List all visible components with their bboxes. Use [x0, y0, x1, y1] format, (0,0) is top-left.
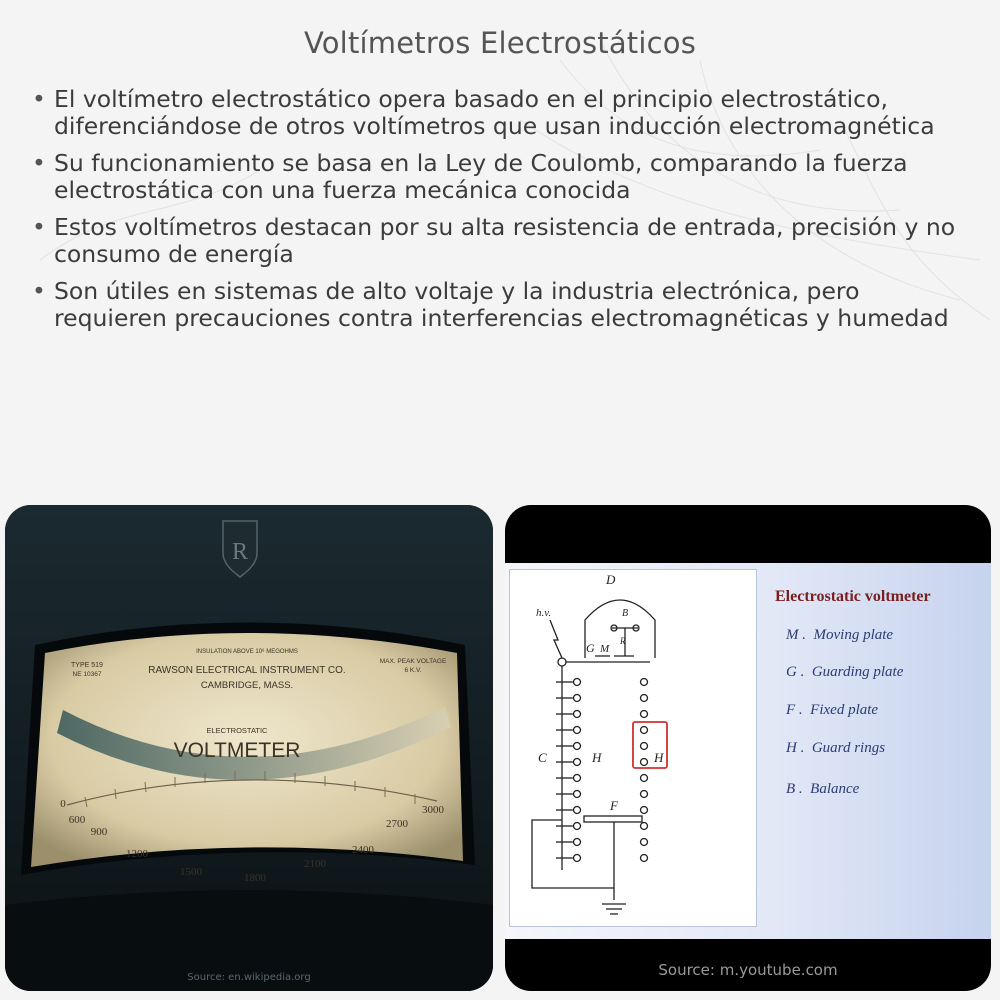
scale-label: 2700: [386, 818, 408, 830]
voltmeter-photo: [5, 505, 493, 991]
scale-label: 2400: [352, 844, 374, 856]
diagram-label-h-right: H: [654, 750, 664, 765]
bullet-item: • Son útiles en sistemas de alto voltaje y la industria electrónica, pero requieren precauciones contra interferencias electromagnéticas y humedad: [30, 278, 960, 332]
meter-maker: RAWSON ELECTRICAL INSTRUMENT CO.: [148, 665, 346, 676]
slide-title: Electrostatic voltmeter: [775, 588, 931, 605]
meter-max-peak-value: 6 K.V.: [404, 667, 422, 674]
scale-label: 1500: [180, 866, 202, 878]
meter-serial: NE 10367: [72, 671, 102, 678]
image-source-right: Source: m.youtube.com: [658, 961, 838, 979]
image-source-left: Source: en.wikipedia.org: [187, 972, 311, 983]
diagram-label-m: M: [600, 643, 610, 655]
diagram-label-f: F: [610, 798, 618, 813]
voltmeter-photo-panel: [5, 505, 493, 991]
diagram-label-r: R: [620, 636, 626, 646]
legend-item: H . Guard rings: [786, 740, 886, 756]
scale-label: 900: [90, 826, 108, 838]
diagram-label-b: B: [622, 608, 629, 619]
capacitor-stack: [556, 679, 581, 862]
diagram-label-d: D: [606, 572, 616, 587]
meter-type-label: TYPE 519: [71, 662, 103, 669]
meter-name: VOLTMETER: [173, 739, 301, 762]
meter-insulation: INSULATION ABOVE 10⁶ MEGOHMS: [196, 649, 298, 655]
diagram-label-g: G: [586, 641, 595, 655]
diagram-label-h-left: H: [592, 750, 602, 765]
meter-max-peak-label: MAX. PEAK VOLTAGE: [379, 658, 447, 665]
scale-label: 1800: [244, 872, 266, 884]
voltmeter-diagram: [509, 569, 757, 927]
scale-label: 3000: [422, 804, 444, 816]
page-title: Voltímetros Electrostáticos: [303, 26, 697, 60]
bullet-list: [30, 86, 960, 342]
meter-subtitle: ELECTROSTATIC: [206, 726, 268, 735]
diagram-svg: [510, 570, 756, 926]
scale-label: 2100: [304, 858, 326, 870]
logo-letter: R: [231, 539, 249, 565]
diagram-label-c: C: [538, 750, 547, 765]
bullet-item: • El voltímetro electrostático opera basado en el principio electrostático, diferenciándose de otros voltímetros que usan inducción electromagnética: [30, 86, 960, 140]
diagram-slide-panel: [505, 505, 991, 991]
meter-city: CAMBRIDGE, MASS.: [200, 680, 294, 691]
scale-label: 0: [60, 798, 66, 810]
legend-item: B . Balance: [786, 781, 860, 797]
bullet-item: • Su funcionamiento se basa en la Ley de Coulomb, comparando la fuerza electrostática con una fuerza mecánica conocida: [30, 150, 960, 204]
legend-item: F . Fixed plate: [786, 702, 879, 718]
diagram-label-hv: h.v.: [536, 607, 552, 619]
legend-item: M . Moving plate: [786, 627, 894, 643]
scale-label: 600: [68, 814, 86, 826]
slide: [505, 563, 991, 939]
legend-item: G . Guarding plate: [786, 664, 904, 680]
bullet-item: • Estos voltímetros destacan por su alta resistencia de entrada, precisión y no consumo de energía: [30, 214, 960, 268]
scale-label: 1200: [126, 848, 148, 860]
